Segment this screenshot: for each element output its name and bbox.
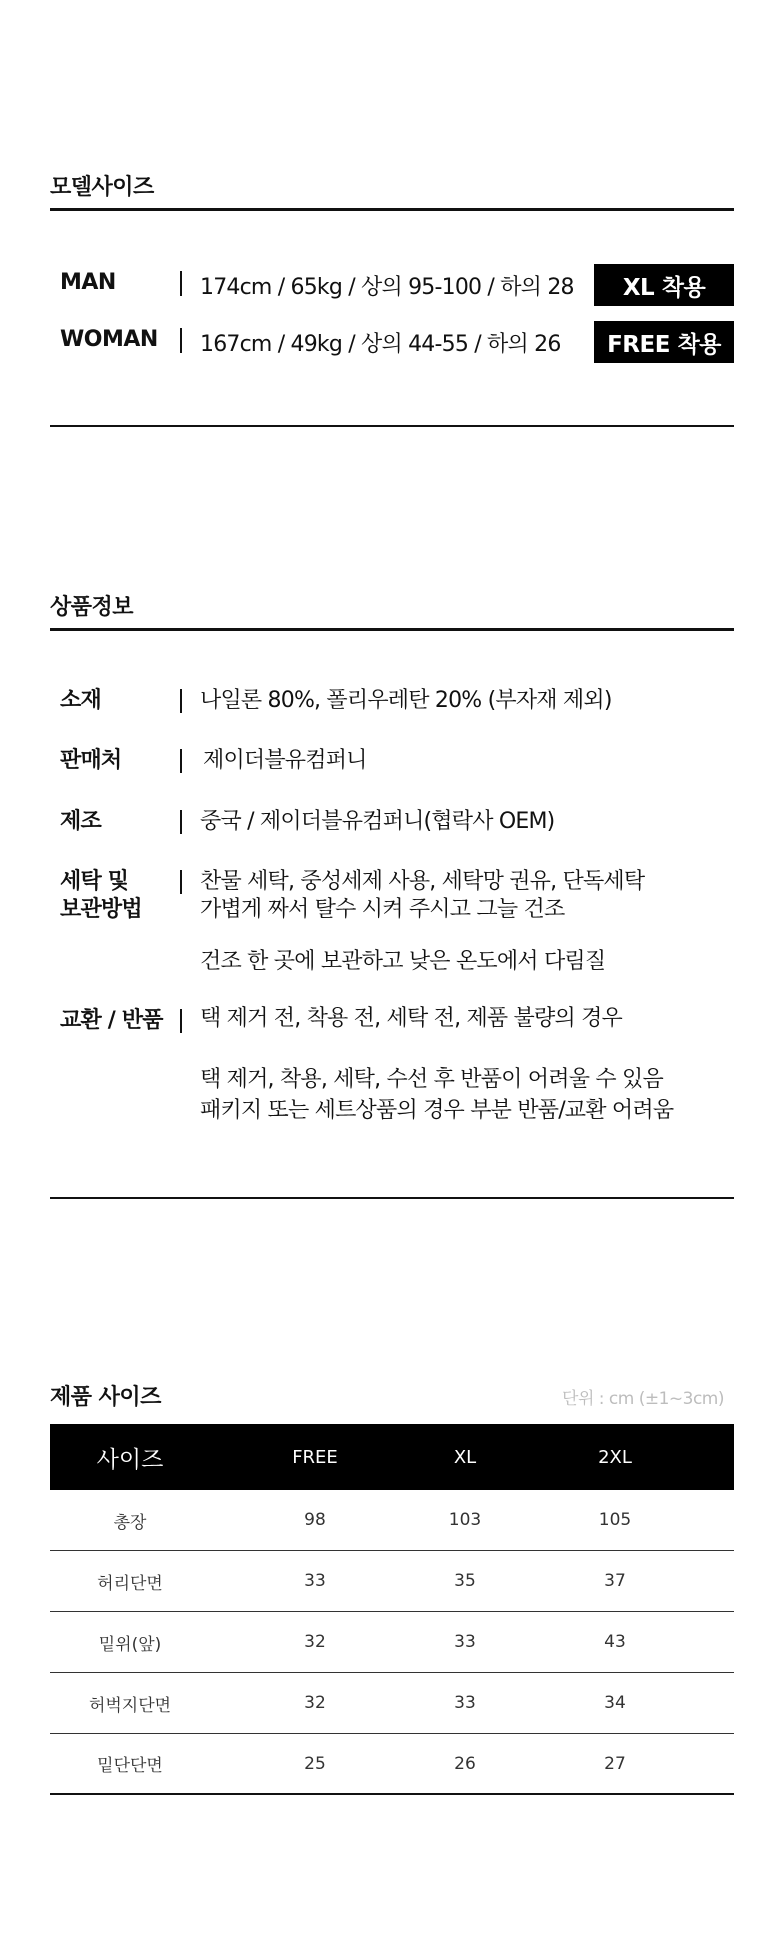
model-row-man [50, 264, 734, 306]
model-spec: 174cm / 65kg / 상의 95-100 / 하의 28 [200, 275, 574, 300]
table-cell: 밑위(앞) [98, 1634, 162, 1655]
header-cell: 사이즈 [96, 1446, 164, 1473]
info-text-care-line1: 찬물 세탁, 중성세제 사용, 세탁망 권유, 단독세탁 [200, 869, 645, 894]
table-row [50, 1673, 734, 1734]
info-text-exchange-line1: 택 제거 전, 착용 전, 세탁 전, 제품 불량의 경우 [200, 1006, 623, 1031]
info-text-care-line3: 건조 한 곳에 보관하고 낮은 온도에서 다림질 [200, 949, 606, 974]
info-text-seller: 제이더블유컴퍼니 [203, 748, 367, 773]
info-text-exchange-line3: 패키지 또는 세트상품의 경우 부분 반품/교환 어려움 [200, 1098, 674, 1123]
table-cell: 43 [604, 1632, 626, 1652]
model-size-title: 모델사이즈 [50, 175, 154, 200]
table-cell: 98 [304, 1510, 326, 1530]
separator-bar [180, 271, 182, 296]
table-cell: 33 [454, 1693, 476, 1713]
table-cell: 허벅지단면 [88, 1695, 172, 1716]
table-cell: 32 [304, 1693, 326, 1713]
model-fit-badge: FREE 착용 [594, 321, 734, 363]
table-cell: 27 [604, 1753, 626, 1774]
info-label-care-line1: 세탁 및 [60, 869, 129, 894]
table-row [50, 1551, 734, 1612]
size-table-header [50, 1424, 734, 1490]
separator-bar [180, 870, 182, 894]
model-size-bottom-rule [50, 425, 734, 427]
unit-note: 단위 : cm (±1~3cm) [562, 1389, 724, 1409]
separator-bar [180, 749, 182, 773]
info-text-manufacture: 중국 / 제이더블유컴퍼니(협락사 OEM) [200, 809, 555, 834]
model-size-top-rule [50, 208, 734, 211]
model-row-woman [50, 321, 734, 363]
header-cell: 2XL [598, 1446, 632, 1468]
table-cell: 25 [304, 1753, 326, 1774]
info-label-exchange: 교환 / 반품 [60, 1008, 163, 1033]
size-chart-title: 제품 사이즈 [50, 1385, 161, 1410]
info-text-exchange-line2: 택 제거, 착용, 세탁, 수선 후 반품이 어려울 수 있음 [200, 1067, 663, 1092]
model-label: MAN [60, 270, 116, 295]
table-cell: 35 [454, 1571, 476, 1591]
table-cell: 총장 [113, 1512, 147, 1533]
product-info-bottom-rule [50, 1197, 734, 1199]
size-table [50, 1424, 734, 1795]
table-cell: 허리단면 [97, 1573, 163, 1594]
model-fit-badge: XL 착용 [594, 264, 734, 306]
table-row [50, 1734, 734, 1795]
model-label: WOMAN [60, 327, 158, 352]
header-cell: XL [453, 1446, 477, 1468]
header-cell: FREE [292, 1446, 338, 1468]
info-text-material: 나일론 80%, 폴리우레탄 20% (부자재 제외) [200, 688, 612, 713]
table-cell: 32 [304, 1632, 326, 1652]
table-cell: 밑단단면 [97, 1756, 163, 1776]
table-cell: 33 [304, 1571, 326, 1591]
info-label-manufacture: 제조 [60, 809, 101, 834]
separator-bar [180, 1009, 182, 1033]
table-cell: 37 [604, 1571, 626, 1591]
separator-bar [180, 689, 182, 713]
model-spec: 167cm / 49kg / 상의 44-55 / 하의 26 [200, 332, 561, 357]
table-cell: 34 [604, 1693, 626, 1713]
info-label-seller: 판매처 [60, 748, 122, 773]
info-label-material: 소재 [60, 688, 101, 713]
separator-bar [180, 328, 182, 353]
table-cell: 26 [454, 1753, 476, 1774]
table-cell: 33 [454, 1632, 476, 1652]
product-info-title: 상품정보 [50, 595, 134, 620]
table-cell: 105 [598, 1510, 632, 1530]
table-row [50, 1490, 734, 1551]
product-info-top-rule [50, 628, 734, 631]
info-label-care-line2: 보관방법 [60, 897, 142, 922]
info-text-care-line2: 가볍게 짜서 탈수 시켜 주시고 그늘 건조 [200, 897, 565, 922]
table-row [50, 1612, 734, 1673]
table-cell: 103 [448, 1510, 482, 1530]
separator-bar [180, 810, 182, 834]
